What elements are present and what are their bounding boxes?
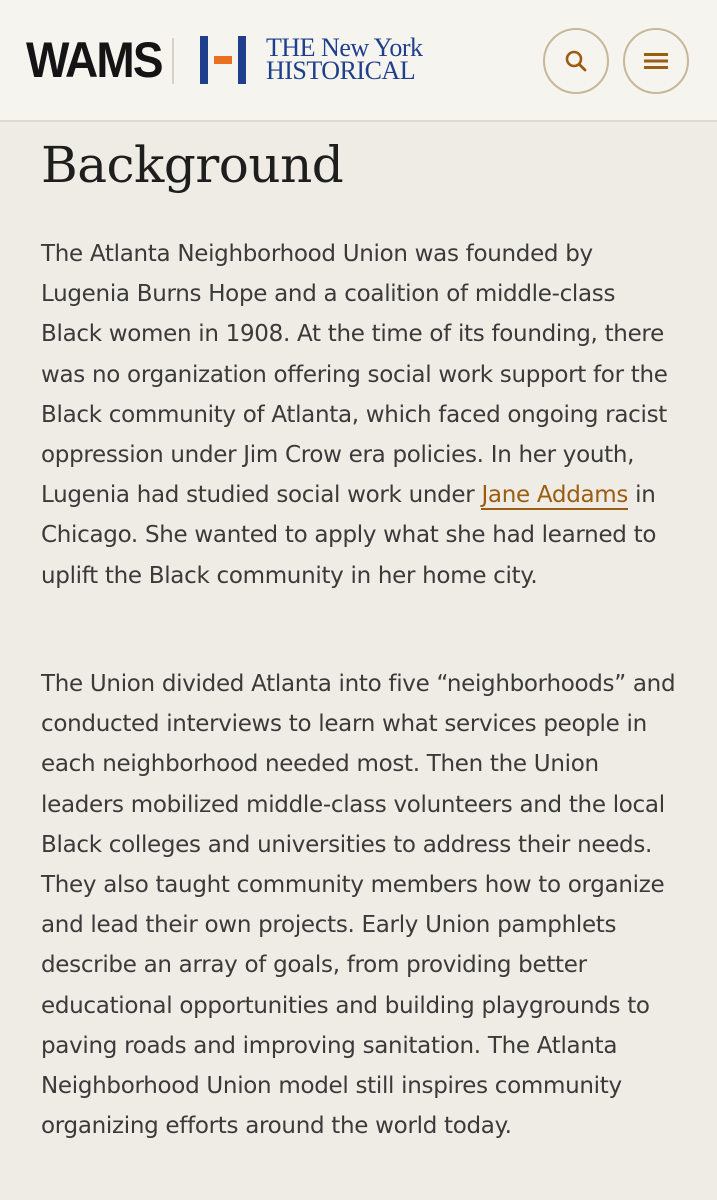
wams-logo[interactable]: WAMS bbox=[26, 32, 162, 88]
wordmark-line-1: THE New York bbox=[266, 33, 423, 62]
section-title: Background bbox=[41, 136, 344, 194]
paragraph-1 bbox=[41, 234, 681, 596]
new-york-historical-wordmark[interactable] bbox=[266, 33, 423, 85]
paragraph-1-text-start: The Atlanta Neighborhood Union was founded by Lugenia Burns Hope and a coalition of middle-class Black women in 1908. At the time of its founding, there was no organization offering social work support for the Black community of Atlanta, which faced ongoing racist oppression under Jim Crow era policies. In her youth, Lugenia had studied social work under bbox=[41, 241, 668, 509]
wordmark-line-2: HISTORICAL bbox=[266, 56, 416, 85]
menu-button[interactable] bbox=[623, 28, 689, 94]
menu-icon bbox=[644, 52, 668, 70]
logo-divider bbox=[172, 38, 174, 84]
jane-addams-link[interactable]: Jane Addams bbox=[481, 482, 629, 509]
paragraph-1-text-end: in Chicago. She wanted to apply what she had learned to uplift the Black community in her home city. bbox=[41, 482, 657, 589]
site-header bbox=[0, 0, 717, 122]
search-icon bbox=[564, 49, 588, 73]
paragraph-2: The Union divided Atlanta into five “neighborhoods” and conducted interviews to learn what services people in each neighborhood needed most. Then the Union leaders mobilized middle-class volunteers and the local Black colleges and universities to address their needs. They also taught community members how to organize and lead their own projects. Early Union pamphlets describe an array of goals, from providing better educational opportunities and building playgrounds to paving roads and improving sanitation. The Atlanta Neighborhood Union model still inspires community organizing efforts around the world today. bbox=[41, 671, 676, 1140]
search-button[interactable] bbox=[543, 28, 609, 94]
article-content bbox=[41, 130, 681, 1140]
new-york-historical-logo-icon[interactable] bbox=[200, 36, 246, 84]
